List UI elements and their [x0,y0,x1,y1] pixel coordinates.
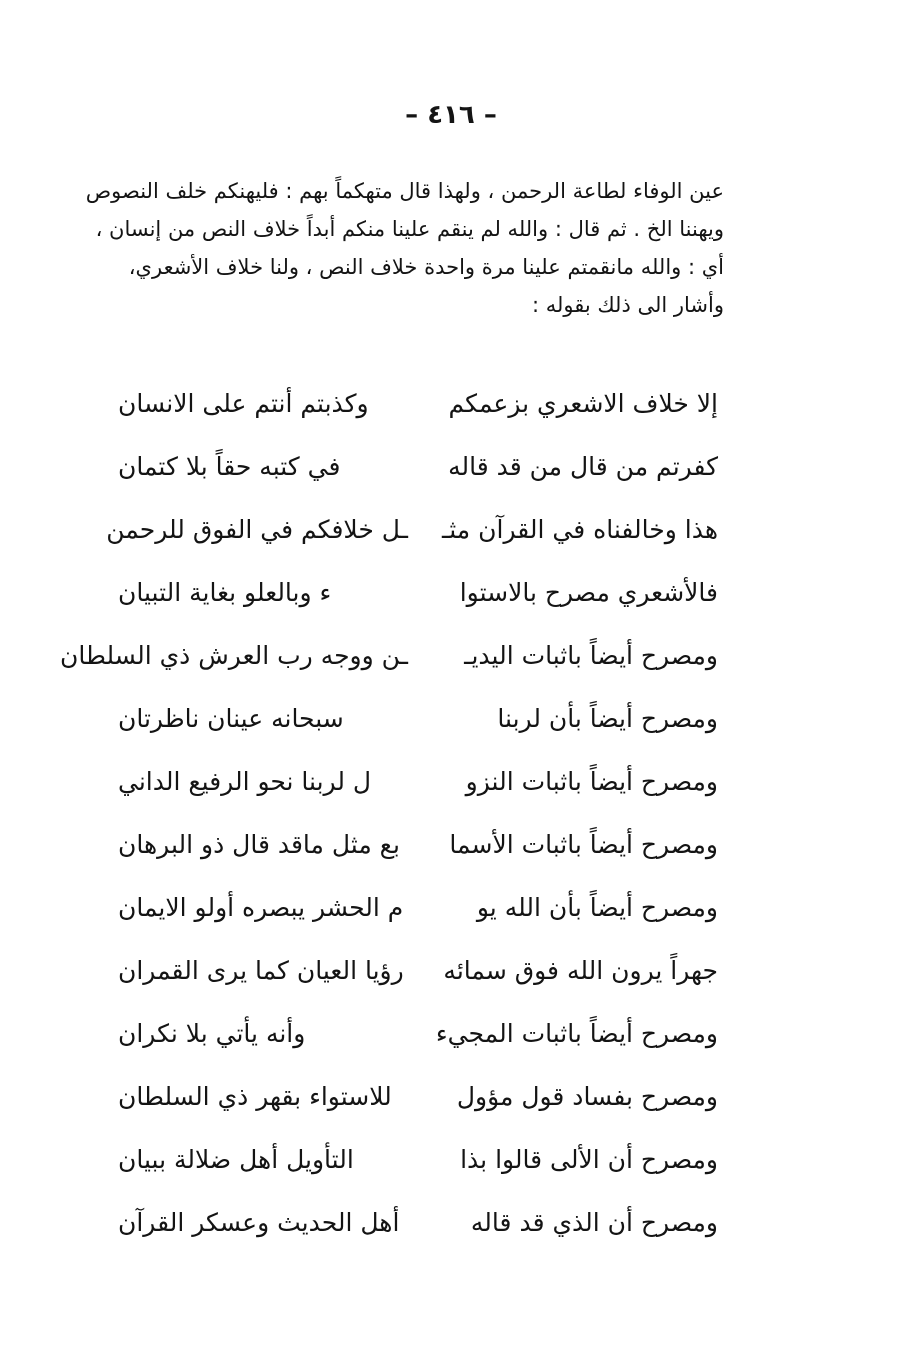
verse-first-hemistich: ومصرح أيضاً باثبات الأسما [449,830,718,859]
prose-paragraph [85,172,724,324]
verse-second-hemistich: سبحانه عينان ناظرتان [118,704,344,733]
verse-second-hemistich: ل لربنا نحو الرفيع الداني [118,767,372,796]
verse-first-hemistich: ومصرح أيضاً بأن الله يو [476,893,718,922]
verse [118,687,718,750]
verse-second-hemistich: للاستواء بقهر ذي السلطان [118,1082,392,1111]
verse-second-hemistich: ـن ووجه رب العرش ذي السلطان [60,641,408,670]
verse-first-hemistich: ومصرح بفساد قول مؤول [456,1082,718,1111]
verse-second-hemistich: ء وبالعلو بغاية التبيان [118,578,332,607]
page-number: – ٤١٦ – [405,100,497,130]
verse [118,876,718,939]
verse-second-hemistich: بع مثل ماقد قال ذو البرهان [118,830,400,859]
verse-second-hemistich: في كتبه حقاً بلا كتمان [118,452,341,481]
prose-line: عين الوفاء لطاعة الرحمن ، ولهذا قال متهكماً بهم : فليهنكم خلف النصوص [85,179,724,203]
verse [118,372,718,435]
poem [60,372,718,1254]
verse [118,1128,718,1191]
verse [118,1002,718,1065]
verse [60,624,718,687]
verse [118,1065,718,1128]
verse-second-hemistich: م الحشر يبصره أولو الايمان [118,893,404,922]
verse-first-hemistich: كفرتم من قال من قد قاله [448,452,718,481]
verse-second-hemistich: رؤيا العيان كما يرى القمران [118,956,404,985]
verse-first-hemistich: ومصرح أيضاً باثبات اليديـ [464,641,718,670]
prose-line: وأشار الى ذلك بقوله : [531,293,724,317]
verse [118,561,718,624]
verse [118,813,718,876]
verse-first-hemistich: ومصرح أن الألى قالوا بذا [460,1145,718,1174]
verse [118,1191,718,1254]
verse-first-hemistich: ومصرح أن الذي قد قاله [470,1208,718,1237]
verse-first-hemistich: جهراً يرون الله فوق سمائه [443,956,718,985]
prose-line: ويهننا الخ . ثم قال : والله لم ينقم علينا منكم أبداً خلاف النص من إنسان ، [95,217,724,241]
verse [118,939,718,1002]
verse-second-hemistich: وكذبتم أنتم على الانسان [118,389,369,418]
verse-first-hemistich: إلا خلاف الاشعري بزعمكم [448,389,718,418]
verse [118,435,718,498]
verse [118,750,718,813]
verse-second-hemistich: التأويل أهل ضلالة ببيان [118,1145,354,1174]
verse-second-hemistich: وأنه يأتي بلا نكران [118,1019,306,1048]
verse-first-hemistich: ومصرح أيضاً باثبات النزو [465,767,718,796]
verse-first-hemistich: هذا وخالفناه في القرآن مثـ [441,515,718,544]
prose-line: أي : والله مانقمتم علينا مرة واحدة خلاف النص ، ولنا خلاف الأشعري، [128,255,724,279]
verse-first-hemistich: فالأشعري مصرح بالاستوا [459,578,718,607]
verse-first-hemistich: ومصرح أيضاً بأن لربنا [497,704,718,733]
verse-first-hemistich: ومصرح أيضاً باثبات المجيء [435,1019,718,1048]
verse-second-hemistich: ـل خلافكم في الفوق للرحمن [106,515,408,544]
verse [106,498,718,561]
verse-second-hemistich: أهل الحديث وعسكر القرآن [118,1208,400,1237]
